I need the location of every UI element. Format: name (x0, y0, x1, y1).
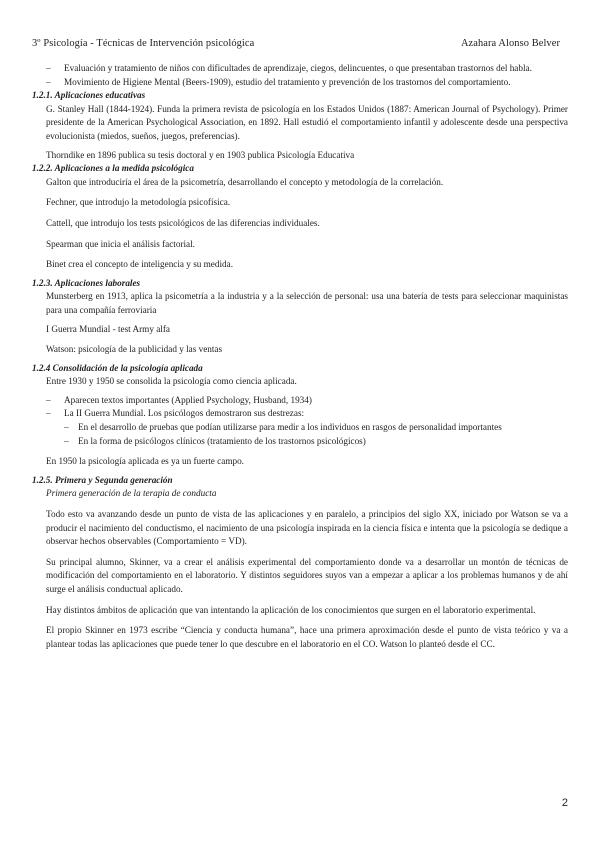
paragraph: G. Stanley Hall (1844-1924). Funda la primera revista de psicología en los Estados Unidos (1887: American Journal of Psychology). Primer presidente de la American Psychological Association, en 1892. Hall estudió el comportamiento infantil y adolescente desde una perspectiva evolucionista (miedos, sueños, juegos, preferencias). (46, 103, 568, 141)
paragraph: Spearman que inicia el análisis factorial. (46, 238, 195, 249)
header-course-title: 3º Psicología - Técnicas de Intervención psicológica (32, 38, 255, 49)
list-item: – La II Guerra Mundial. Los psicólogos demostraron sus destrezas: (32, 407, 568, 421)
paragraph: Todo esto va avanzando desde un punto de vista de las aplicaciones y en paralelo, a principios del siglo XX, iniciado por Watson se va a producir el nacimiento del conductismo, el nacimiento de una psicología inspirada en la ciencia física e intenta que la psicología se dedique a observar hechos observables (Comportamiento = VD). (46, 509, 568, 547)
page-header (32, 38, 560, 54)
paragraph: Su principal alumno, Skinner, va a crear el análisis experimental del comportamiento donde va a desarrollar un montón de técnicas de modificación del comportamiento en el laboratorio. Y distintos seguidores suyos van a empezar a aplicar a los problemas humanos y de ahí surge el análisis conductual aplicado. (46, 556, 568, 594)
section-heading-1-2-3: 1.2.3. Aplicaciones laborales (32, 277, 141, 288)
paragraph: Binet crea el concepto de inteligencia y su medida. (46, 259, 233, 270)
subheading: Primera generación de la terapia de conducta (46, 488, 217, 499)
intro-list (32, 62, 568, 89)
paragraph: Galton que introduciría el área de la psicometría, desarrollando el concepto y metodología de la correlación. (46, 176, 444, 187)
paragraph: I Guerra Mundial - test Army alfa (46, 323, 170, 334)
list-item: – Evaluación y tratamiento de niños con dificultades de aprendizaje, ciegos, delincuentes, o que presentaban trastornos del habla. (32, 62, 568, 76)
paragraph: Munsterberg en 1913, aplica la psicometría a la industria y a la selección de personal: usa una batería de tests para seleccionar maquinistas para una compañía ferroviaria (46, 291, 568, 315)
skills-sublist (32, 421, 568, 448)
paragraph: Entre 1930 y 1950 se consolida la psicología como ciencia aplicada. (46, 376, 297, 387)
paragraph: En 1950 la psicología aplicada es ya un fuerte campo. (46, 456, 244, 467)
paragraph: Cattell, que introdujo los tests psicológicos de las diferencias individuales. (46, 217, 320, 228)
page-number: 2 (561, 797, 568, 809)
paragraph: El propio Skinner en 1973 escribe “Ciencia y conducta humana”, hace una primera aproximación desde el punto de vista teórico y va a plantear todas las aplicaciones que puede tener lo que descubre en el laboratorio en el CO. Watson lo planteó desde el CC. (46, 625, 568, 649)
list-item: – En la forma de psicólogos clínicos (tratamiento de los trastornos psicológicos) (32, 435, 568, 449)
paragraph: Thorndike en 1896 publica su tesis doctoral y en 1903 publica Psicología Educativa (46, 149, 355, 160)
list-item: – Aparecen textos importantes (Applied Psychology, Husband, 1934) (32, 394, 568, 408)
section-heading-1-2-1: 1.2.1. Aplicaciones educativas (32, 90, 146, 101)
list-item: – Movimiento de Higiene Mental (Beers-1909), estudio del tratamiento y prevención de los trastornos del comportamiento. (32, 76, 568, 90)
section-heading-1-2-2: 1.2.2. Aplicaciones a la medida psicológica (32, 163, 194, 174)
header-author: Azahara Alonso Belver (460, 38, 560, 49)
list-item: – En el desarrollo de pruebas que podían utilizarse para medir a los individuos en rasgos de personalidad importantes (32, 421, 568, 435)
document-body (32, 62, 568, 651)
paragraph: Hay distintos ámbitos de aplicación que van intentando la aplicación de los conocimientos que surgen en el laboratorio experimental. (46, 604, 536, 615)
paragraph: Watson: psicología de la publicidad y las ventas (46, 344, 223, 355)
section-heading-1-2-4: 1.2.4 Consolidación de la psicología aplicada (32, 362, 203, 373)
consolidation-list (32, 394, 568, 421)
section-heading-1-2-5: 1.2.5. Primera y Segunda generación (32, 474, 173, 485)
paragraph: Fechner, que introdujo la metodología psicofísica. (46, 197, 231, 208)
